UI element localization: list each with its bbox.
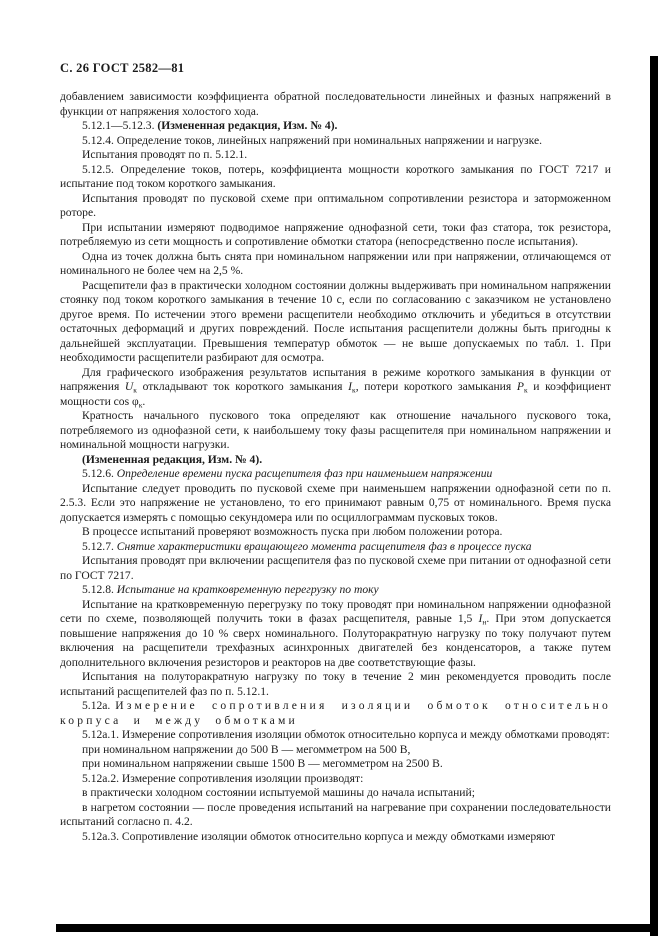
scan-edge-right (650, 56, 658, 936)
text-run: добавлением зависимости коэффициента обратной последовательности линейных и фазных напряжений в функции от напряжения холостого хода. (60, 90, 611, 118)
text-run: Испытания проводят по п. 5.12.1. (82, 148, 248, 161)
text-run: к (133, 385, 137, 395)
paragraph (60, 482, 611, 526)
paragraph (60, 699, 611, 728)
text-run: Кратность начального пускового тока определяют как отношение начального пускового тока, потребляемого из однофазной сети, к наибольшему току фазы расщепителя при номинальном напряжении и номинальной мощности нагрузки. (60, 409, 611, 451)
text-run: при номинальном напряжении до 500 В — мегомметром на 500 В, (82, 742, 411, 756)
paragraph (60, 772, 611, 787)
paragraph (60, 467, 611, 482)
text-run: при номинальном напряжении свыше 1500 В — мегомметром на 2500 В. (82, 757, 443, 770)
text-run: 5.12.8. (82, 583, 117, 596)
text-run: В процессе испытаний проверяют возможность пуска при любом положении ротора. (82, 525, 503, 538)
paragraph (60, 453, 611, 468)
paragraph (60, 830, 611, 845)
paragraph (60, 148, 611, 163)
paragraph (60, 540, 611, 555)
text-run: и коэффициент мощности cos φ (60, 380, 611, 408)
text-run: , потери короткого замыкания (355, 380, 517, 393)
paragraph (60, 728, 611, 743)
text-run: Расщепители фаз в практически холодном состоянии должны выдерживать при номинальном напряжении стоянку под током короткого замыкания в течение 10 с, если по согласованию с заказчиком не установлено другое время. По истечении этого времени расщепители необходимо отключить и убедиться в отсутствии остаточных деформаций и других повреждений. После испытания расщепители должны быть пригодны к дальнейшей эксплуатации. Превышения температур обмоток — не выше допускаемых по табл. 1. При необходимости расщепители разбирают для осмотра. (60, 278, 611, 364)
paragraph (60, 221, 611, 250)
paragraph (60, 90, 611, 119)
text-run: Одна из точек должна быть снята при номинальном напряжении или при напряжении, отличающемся от номинального не более чем на 2,5 %. (60, 249, 611, 277)
text-run: Определение времени пуска расщепителя фаз при наименьшем напряжении (116, 467, 493, 480)
paragraph (60, 119, 611, 134)
text-run: Испытание на кратковременную перегрузку по току проводят при номинальном напряжении однофазной сети по схеме, позволяющей получить токи в фазах расщепителя, равные 1,5 (60, 597, 611, 625)
text-run: 5.12.4. Определение токов, линейных напряжений при номинальных напряжении и нагрузке. (82, 133, 542, 147)
document-body (60, 90, 611, 844)
paragraph (60, 409, 611, 453)
text-run: . При этом допускается повышение напряжения до 10 % сверх номинального. Полуторакратную нагрузку по току получают путем включения на расщепители трехфазных асинхронных двигателей без конденсаторов, а также путем дополнительного включения резисторов и реакторов на две соответствующие фазы. (60, 612, 611, 669)
text-run: 5.12а. (82, 699, 116, 712)
text-run: Испытания проводят по пусковой схеме при оптимальном сопротивлении резистора и заторможенном роторе. (60, 191, 611, 219)
paragraph (60, 801, 611, 830)
scan-edge-bottom (56, 924, 658, 932)
page-header: С. 26 ГОСТ 2582—81 (60, 61, 185, 75)
paragraph (60, 366, 611, 410)
paragraph (60, 163, 611, 192)
paragraph (60, 250, 611, 279)
text-run: Измерение сопротивления изоляции обмоток относительно корпуса и между обмотками (60, 699, 611, 727)
text-run: 5.12а.3. Сопротивление изоляции обмоток относительно корпуса и между обмотками измеряют (82, 829, 556, 843)
text-run: к (352, 385, 356, 395)
paragraph (60, 786, 611, 801)
text-run: 5.12.1—5.12.3. (82, 119, 158, 132)
text-run: в нагретом состоянии — после проведения испытаний на нагревание при сохранении последовательности испытаний согласно п. 4.2. (60, 800, 611, 828)
paragraph (60, 134, 611, 149)
text-run: 5.12.6. (82, 467, 117, 480)
text-run: U (124, 380, 134, 393)
text-run: (Измененная редакция, Изм. № 4). (157, 119, 338, 132)
paragraph (60, 743, 611, 758)
text-run: н (482, 617, 487, 627)
text-run: Для графического изображения результатов испытания в режиме короткого замыкания в функции от напряжения (60, 365, 611, 393)
text-run: Снятие характеристики вращающего момента расщепителя фаз в процессе пуска (116, 539, 532, 553)
text-run: Испытание на кратковременную перегрузку по току (116, 583, 379, 596)
text-run: P (516, 380, 524, 393)
text-run: 5.12а.1. Измерение сопротивления изоляции обмоток относительно корпуса и между обмотками проводят: (82, 728, 610, 741)
paragraph (60, 279, 611, 366)
text-run: (Измененная редакция, Изм. № 4). (82, 452, 263, 466)
text-run: 5.12.5. Определение токов, потерь, коэффициента мощности короткого замыкания по ГОСТ 7217 и испытание под током короткого замыкания. (60, 162, 611, 190)
text-run: Испытание следует проводить по пусковой схеме при наименьшем напряжении однофазной сети по п. 2.5.3. Если это напряжение не установлено, то его принимают равным 0,75 от номинального. Время пуска допускается измерять с помощью секундомера или по осциллограммам пусковых токов. (60, 481, 611, 524)
paragraph (60, 525, 611, 540)
paragraph (60, 757, 611, 772)
paragraph (60, 598, 611, 671)
text-run: к (138, 400, 143, 409)
text-run: к (523, 385, 528, 395)
paragraph (60, 670, 611, 699)
text-run: I (478, 612, 483, 625)
text-run: Испытания на полуторакратную нагрузку по току в течение 2 мин рекомендуется проводить после испытаний расщепителей фаз по п. 5.12.1. (60, 670, 611, 698)
text-run: I (348, 380, 353, 393)
text-run: откладывают ток короткого замыкания (136, 380, 349, 393)
paragraph (60, 554, 611, 583)
text-run: 5.12.7. (82, 539, 117, 553)
paragraph (60, 192, 611, 221)
paragraph (60, 583, 611, 598)
text-run: При испытании измеряют подводимое напряжение однофазной сети, токи фаз статора, ток резистора, потребляемую из сети мощность и сопротивление обмотки статора (непосредственно после испытания). (60, 220, 611, 248)
text-run: Испытания проводят при включении расщепителя фаз по пусковой схеме при питании от однофазной сети по ГОСТ 7217. (60, 554, 611, 582)
text-run: . (142, 394, 146, 408)
text-run: 5.12а.2. Измерение сопротивления изоляции производят: (82, 771, 364, 785)
text-run: в практически холодном состоянии испытуемой машины до начала испытаний; (82, 786, 475, 799)
